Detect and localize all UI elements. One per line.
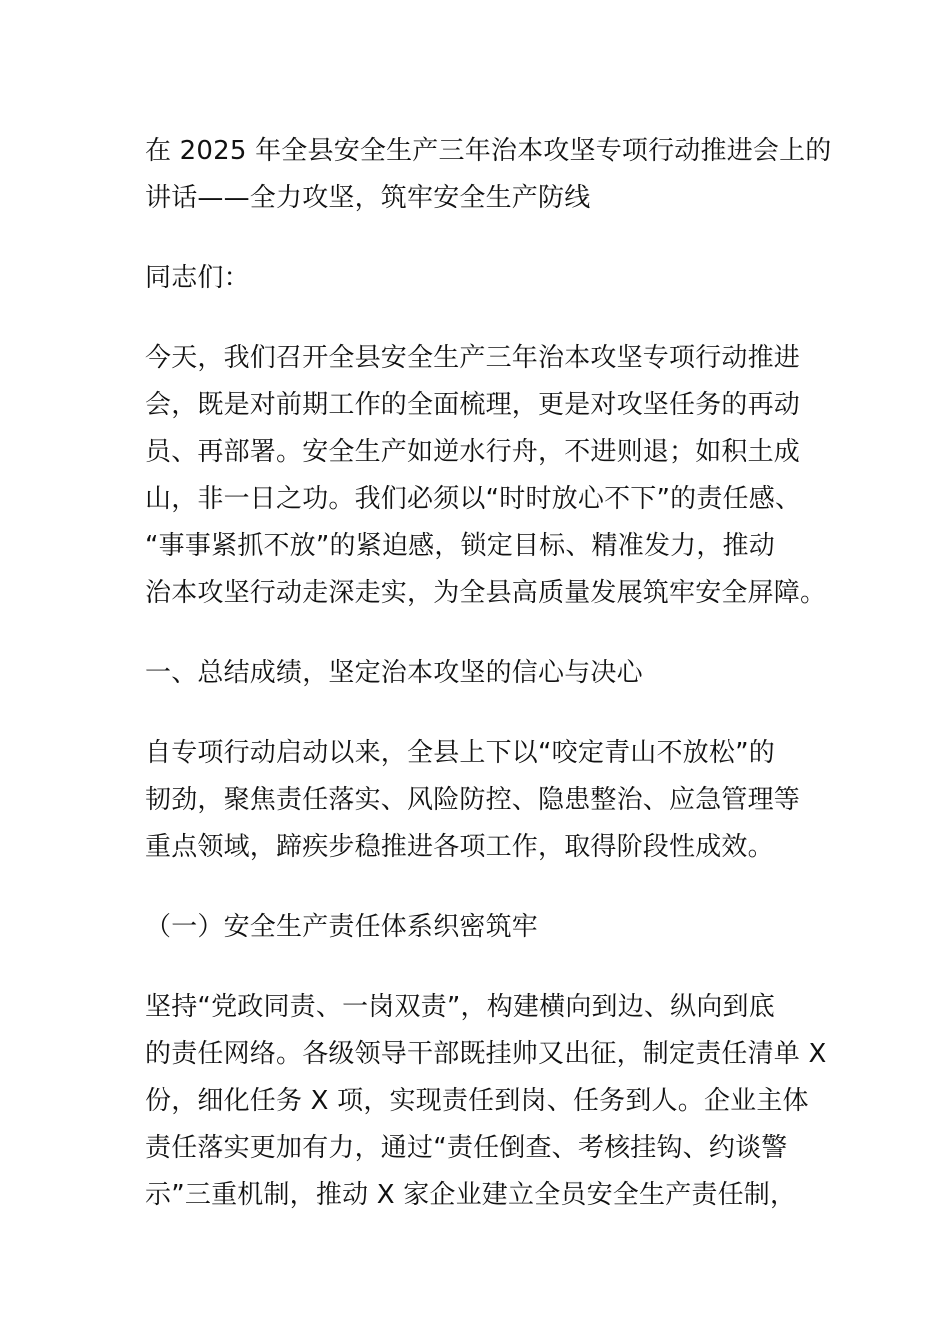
paragraph-line: 重点领域，蹄疾步稳推进各项工作，取得阶段性成效。 xyxy=(145,832,774,862)
paragraph-line: 的责任网络。各级领导干部既挂帅又出征，制定责任清单 X xyxy=(145,1039,827,1069)
paragraph-line: “事事紧抓不放”的紧迫感，锁定目标、精准发力，推动 xyxy=(145,531,775,561)
paragraph-line: 员、再部署。安全生产如逆水行舟，不进则退；如积土成 xyxy=(145,437,801,467)
section-heading: 一、总结成绩，坚定治本攻坚的信心与决心 xyxy=(145,658,643,688)
paragraph-line: 示”三重机制，推动 X 家企业建立全员安全生产责任制， xyxy=(145,1180,797,1210)
subsection-heading: （一）安全生产责任体系织密筑牢 xyxy=(145,912,539,942)
subsection1-paragraph xyxy=(145,984,827,1219)
paragraph-line: 自专项行动启动以来，全县上下以“咬定青山不放松”的 xyxy=(145,738,775,768)
document-body xyxy=(145,128,832,1219)
intro-paragraph xyxy=(145,335,827,617)
section1-paragraph xyxy=(145,730,810,871)
paragraph-line: 份，细化任务 X 项，实现责任到岗、任务到人。企业主体 xyxy=(145,1086,809,1116)
title-line: 在 2025 年全县安全生产三年治本攻坚专项行动推进会上的 xyxy=(145,136,832,166)
paragraph-line: 今天，我们召开全县安全生产三年治本攻坚专项行动推进 xyxy=(145,343,801,373)
paragraph-line: 治本攻坚行动走深走实，为全县高质量发展筑牢安全屏障。 xyxy=(145,578,827,608)
document-title xyxy=(145,128,832,222)
salutation: 同志们： xyxy=(145,263,250,293)
paragraph-line: 责任落实更加有力，通过“责任倒查、考核挂钩、约谈警 xyxy=(145,1133,788,1163)
paragraph-line: 山，非一日之功。我们必须以“时时放心不下”的责任感、 xyxy=(145,484,802,514)
paragraph-line: 坚持“党政同责、一岗双责”，构建横向到边、纵向到底 xyxy=(145,992,775,1022)
paragraph-line: 韧劲，聚焦责任落实、风险防控、隐患整治、应急管理等 xyxy=(145,785,801,815)
title-line: 讲话——全力攻坚，筑牢安全生产防线 xyxy=(145,183,591,213)
paragraph-line: 会，既是对前期工作的全面梳理，更是对攻坚任务的再动 xyxy=(145,390,801,420)
